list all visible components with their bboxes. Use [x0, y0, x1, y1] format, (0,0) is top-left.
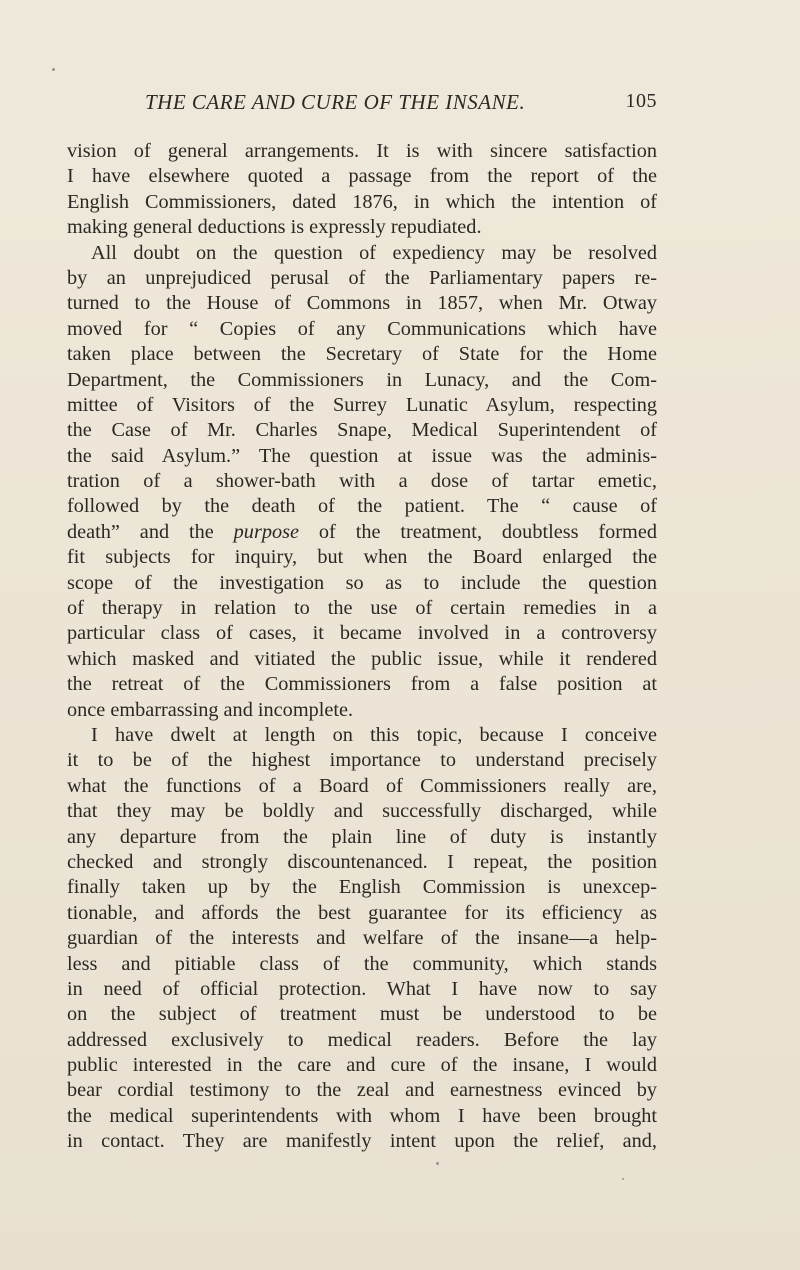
text-line: making general deductions is expressly repudiated.: [67, 216, 482, 239]
text-line: particular class of cases, it became involved in a controversy: [67, 622, 657, 645]
paper-speck: [436, 1162, 439, 1165]
text-line: addressed exclusively to medical readers. Before the lay: [67, 1028, 657, 1051]
text-line: the Case of Mr. Charles Snape, Medical Superintendent of: [67, 419, 657, 442]
line-tail: of the treatment, doubtless formed: [318, 520, 657, 543]
text-line: any departure from the plain line of duty is instantly: [67, 825, 657, 848]
text-line: once embarrassing and incomplete.: [67, 698, 354, 721]
text-line: followed by the death of the patient. The “ cause of: [67, 495, 657, 518]
text-line: vision of general arrangements. It is with sincere satisfaction: [67, 140, 657, 162]
body-text: [67, 139, 657, 1155]
italic-word: purpose: [233, 520, 300, 543]
text-line: the medical superintendents with whom I have been brought: [67, 1104, 657, 1127]
text-line: bear cordial testimony to the zeal and earnestness evinced by: [67, 1079, 657, 1102]
text-line: less and pitiable class of the community, which stands: [67, 952, 657, 975]
text-line: the said Asylum.” The question at issue was the adminis-: [67, 444, 657, 467]
text-line: which masked and vitiated the public issue, while it rendered: [67, 647, 657, 670]
text-line: what the functions of a Board of Commissioners really are,: [67, 774, 657, 797]
paper-speck: [622, 1178, 624, 1180]
text-line: on the subject of treatment must be understood to be: [67, 1003, 657, 1026]
text-line-with-italic: [67, 520, 657, 545]
text-line: tration of a shower-bath with a dose of tartar emetic,: [67, 470, 657, 493]
text-line: in need of official protection. What I have now to say: [67, 977, 657, 1000]
text-line: it to be of the highest importance to understand precisely: [67, 749, 657, 772]
text-line: English Commissioners, dated 1876, in which the intention of: [67, 190, 657, 213]
page-number: 105: [625, 90, 657, 112]
text-line: mittee of Visitors of the Surrey Lunatic Asylum, respecting: [67, 393, 657, 416]
text-line: turned to the House of Commons in 1857, when Mr. Otway: [67, 292, 657, 315]
text-line: public interested in the care and cure of the insane, I would: [67, 1054, 657, 1077]
text-line: guardian of the interests and welfare of the insane—a help-: [67, 927, 657, 950]
text-line: All doubt on the question of expediency may be resolved: [91, 241, 657, 264]
text-line: finally taken up by the English Commission is unexcep-: [67, 876, 657, 899]
text-line: moved for “ Copies of any Communications which have: [67, 317, 657, 340]
text-line: of therapy in relation to the use of certain remedies in a: [67, 597, 657, 620]
text-line: by an unprejudiced perusal of the Parliamentary papers re-: [67, 266, 657, 289]
text-line: tionable, and affords the best guarantee for its efficiency as: [67, 901, 657, 924]
text-line: I have elsewhere quoted a passage from the report of the: [67, 165, 657, 188]
text-line: the retreat of the Commissioners from a false position at: [67, 673, 657, 696]
text-line: that they may be boldly and successfully discharged, while: [67, 800, 657, 823]
text-line: checked and strongly discountenanced. I repeat, the position: [67, 850, 657, 873]
text-line: in contact. They are manifestly intent upon the relief, and,: [67, 1130, 657, 1153]
line-head: death” and the: [67, 520, 214, 543]
text-line: fit subjects for inquiry, but when the Board enlarged the: [67, 546, 657, 569]
running-title: THE CARE AND CURE OF THE INSANE.: [145, 90, 526, 114]
text-line: I have dwelt at length on this topic, because I conceive: [91, 723, 657, 746]
text-line: scope of the investigation so as to include the question: [67, 571, 657, 594]
paper-speck: [52, 68, 55, 71]
text-line: taken place between the Secretary of State for the Home: [67, 343, 657, 366]
text-line: Department, the Commissioners in Lunacy, and the Com-: [67, 368, 657, 391]
